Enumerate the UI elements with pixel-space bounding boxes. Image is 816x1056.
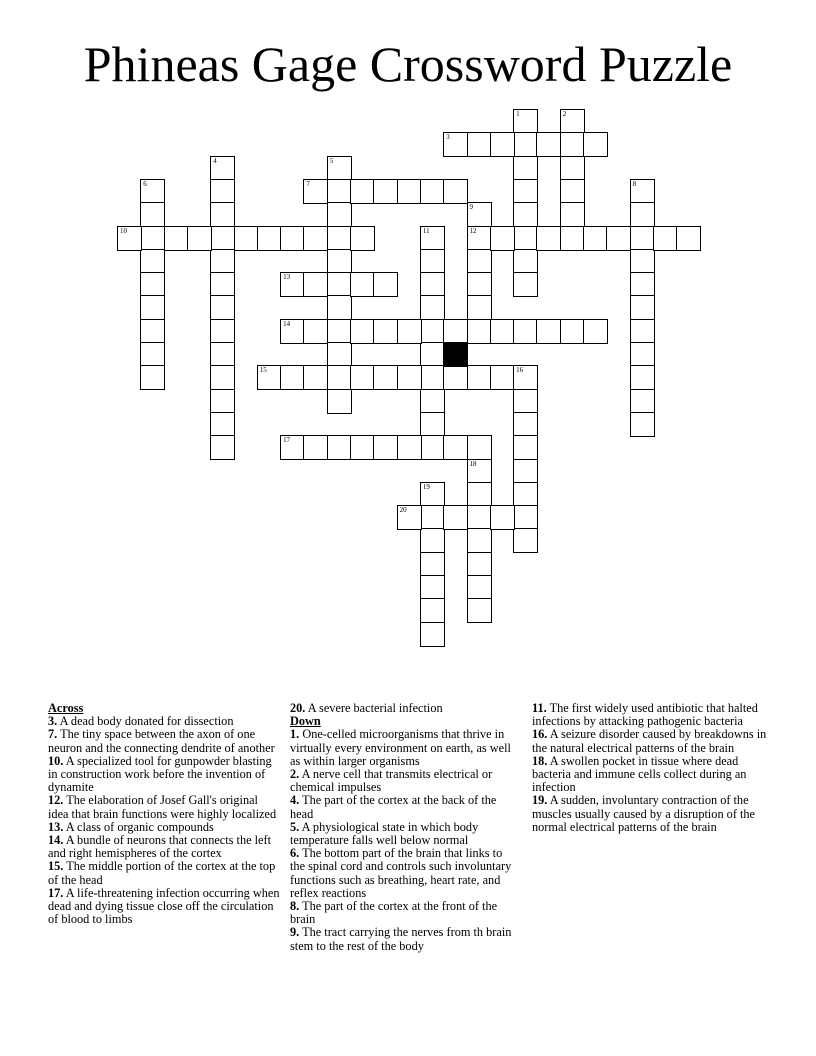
grid-cell[interactable] bbox=[630, 249, 655, 274]
grid-cell[interactable] bbox=[420, 598, 445, 623]
grid-cell[interactable] bbox=[373, 272, 398, 297]
grid-cell[interactable] bbox=[490, 505, 515, 530]
grid-cell[interactable] bbox=[420, 622, 445, 647]
grid-cell[interactable] bbox=[467, 435, 492, 460]
across-clue-13: 13. A class of organic compounds bbox=[48, 819, 214, 834]
grid-cell[interactable] bbox=[467, 295, 492, 320]
grid-cell[interactable] bbox=[350, 179, 375, 204]
grid-cell[interactable] bbox=[630, 202, 655, 227]
grid-cell[interactable] bbox=[140, 319, 165, 344]
grid-cell[interactable] bbox=[210, 319, 235, 344]
down-clue-16: 16. A seizure disorder caused by breakdowns in the natural electrical patterns of the brain bbox=[532, 727, 767, 755]
grid-cell[interactable] bbox=[140, 226, 165, 251]
across-clue-17: 17. A life-threatening infection occurring when dead and dying tissue close off the circulation of blood to limbs bbox=[48, 885, 280, 927]
grid-cell[interactable] bbox=[327, 389, 352, 414]
grid-cell[interactable] bbox=[327, 226, 352, 251]
grid-cell[interactable] bbox=[210, 226, 235, 251]
grid-cell[interactable] bbox=[513, 156, 538, 181]
grid-cell[interactable] bbox=[210, 156, 235, 181]
grid-cell[interactable] bbox=[303, 435, 328, 460]
grid-cell[interactable] bbox=[140, 342, 165, 367]
grid-cell[interactable] bbox=[397, 435, 422, 460]
grid-cell[interactable] bbox=[653, 226, 678, 251]
grid-cell[interactable] bbox=[420, 412, 445, 437]
grid-cell[interactable] bbox=[560, 319, 585, 344]
grid-cell[interactable] bbox=[327, 202, 352, 227]
grid-cell[interactable] bbox=[140, 202, 165, 227]
grid-cell[interactable] bbox=[513, 272, 538, 297]
puzzle-title: Phineas Gage Crossword Puzzle bbox=[83, 36, 733, 92]
grid-cell[interactable] bbox=[560, 226, 585, 251]
grid-cell[interactable] bbox=[630, 319, 655, 344]
down-clue-4: 4. The part of the cortex at the back of the head bbox=[290, 793, 497, 821]
grid-cell[interactable] bbox=[327, 156, 352, 181]
grid-cell[interactable] bbox=[257, 226, 282, 251]
grid-cell[interactable] bbox=[350, 435, 375, 460]
grid-cell[interactable] bbox=[420, 272, 445, 297]
grid-cell[interactable] bbox=[560, 109, 585, 134]
down-clue-11: 11. The first widely used antibiotic that halted infections by attacking pathogenic bacteria bbox=[532, 701, 758, 729]
grid-cell[interactable] bbox=[210, 179, 235, 204]
grid-cell[interactable] bbox=[513, 412, 538, 437]
cell-number: 18 bbox=[469, 459, 477, 468]
cell-number: 14 bbox=[283, 319, 291, 328]
grid-cell[interactable] bbox=[420, 505, 445, 530]
cell-number: 15 bbox=[259, 366, 267, 375]
grid-cell[interactable] bbox=[280, 319, 305, 344]
grid-cell[interactable] bbox=[420, 528, 445, 553]
grid-cell[interactable] bbox=[490, 132, 515, 157]
clue-column-1 bbox=[48, 702, 280, 926]
grid-cell[interactable] bbox=[467, 226, 492, 251]
grid-cell[interactable] bbox=[280, 272, 305, 297]
grid-cell[interactable] bbox=[513, 249, 538, 274]
grid-cell[interactable] bbox=[257, 365, 282, 390]
grid-cell[interactable] bbox=[373, 319, 398, 344]
cell-number: 4 bbox=[213, 156, 217, 165]
grid-cell[interactable] bbox=[373, 435, 398, 460]
grid-cell[interactable] bbox=[210, 272, 235, 297]
down-clue-5: 5. A physiological state in which body temperature falls well below normal bbox=[290, 819, 479, 848]
grid-cell[interactable] bbox=[513, 109, 538, 134]
grid-cell[interactable] bbox=[443, 179, 468, 204]
grid-cell[interactable] bbox=[303, 226, 328, 251]
cell-number: 11 bbox=[422, 226, 430, 235]
grid-cell[interactable] bbox=[280, 226, 305, 251]
grid-cell[interactable] bbox=[583, 226, 608, 251]
grid-cell[interactable] bbox=[606, 226, 631, 251]
grid-cell[interactable] bbox=[676, 226, 701, 251]
grid-cell[interactable] bbox=[467, 505, 492, 530]
grid-cell[interactable] bbox=[443, 132, 468, 157]
grid-cell[interactable] bbox=[373, 179, 398, 204]
grid-cell[interactable] bbox=[140, 179, 165, 204]
across-clue-10: 10. A specialized tool for gunpowder blasting in construction work before the invention of dynamite bbox=[48, 753, 272, 795]
grid-cell[interactable] bbox=[327, 435, 352, 460]
grid-cell[interactable] bbox=[490, 319, 515, 344]
down-clue-8: 8. The part of the cortex at the front of the brain bbox=[290, 899, 498, 927]
grid-cell[interactable] bbox=[513, 505, 538, 530]
grid-cell[interactable] bbox=[513, 132, 538, 157]
grid-cell[interactable] bbox=[420, 249, 445, 274]
down-clue-18: 18. A swollen pocket in tissue where dead bacteria and immune cells collect during an infection bbox=[532, 753, 747, 795]
grid-cell[interactable] bbox=[560, 202, 585, 227]
grid-cell[interactable] bbox=[467, 528, 492, 553]
grid-cell[interactable] bbox=[350, 365, 375, 390]
grid-cell[interactable] bbox=[536, 226, 561, 251]
grid-cell[interactable] bbox=[187, 226, 212, 251]
grid-cell[interactable] bbox=[327, 319, 352, 344]
grid-cell[interactable] bbox=[467, 132, 492, 157]
cell-number: 1 bbox=[516, 110, 520, 118]
grid-cell[interactable] bbox=[630, 342, 655, 367]
grid-cell[interactable] bbox=[467, 459, 492, 484]
grid-cell[interactable] bbox=[350, 319, 375, 344]
grid-cell[interactable] bbox=[490, 365, 515, 390]
grid-cell[interactable] bbox=[280, 435, 305, 460]
grid-cell[interactable] bbox=[397, 319, 422, 344]
cell-number: 17 bbox=[283, 436, 291, 445]
grid-cell[interactable] bbox=[513, 179, 538, 204]
grid-cell[interactable] bbox=[420, 552, 445, 577]
grid-cell[interactable] bbox=[140, 249, 165, 274]
grid-cell[interactable] bbox=[513, 528, 538, 553]
grid-cell[interactable] bbox=[420, 342, 445, 367]
clue-column-3 bbox=[532, 702, 768, 834]
grid-cell[interactable] bbox=[467, 249, 492, 274]
grid-cell[interactable] bbox=[210, 295, 235, 320]
cell-number: 5 bbox=[329, 156, 334, 165]
grid-cell[interactable] bbox=[467, 365, 492, 390]
grid-cell[interactable] bbox=[140, 365, 165, 390]
grid-cell[interactable] bbox=[210, 365, 235, 390]
grid-cell[interactable] bbox=[467, 552, 492, 577]
grid-cell[interactable] bbox=[420, 389, 445, 414]
grid-cell[interactable] bbox=[467, 575, 492, 600]
grid-cell[interactable] bbox=[560, 132, 585, 157]
grid-cell[interactable] bbox=[210, 202, 235, 227]
grid-cell[interactable] bbox=[210, 412, 235, 437]
grid-cell[interactable] bbox=[350, 272, 375, 297]
down-clue-19: 19. A sudden, involuntary contraction of the muscles usually caused by a disruption of the normal electrical patterns of the brain bbox=[532, 793, 756, 834]
grid-cell[interactable] bbox=[630, 272, 655, 297]
grid-cell[interactable] bbox=[630, 295, 655, 320]
grid-cell[interactable] bbox=[420, 435, 445, 460]
grid-cell[interactable] bbox=[420, 295, 445, 320]
grid-cell[interactable] bbox=[140, 295, 165, 320]
grid-cell[interactable] bbox=[443, 505, 468, 530]
down-clue-9: 9. The tract carrying the nerves from th brain stem to the rest of the body bbox=[290, 925, 512, 953]
cell-number: 6 bbox=[143, 179, 147, 188]
grid-cell[interactable] bbox=[513, 459, 538, 484]
cell-number: 2 bbox=[562, 110, 567, 118]
clue-column-2 bbox=[290, 702, 518, 953]
grid-cell[interactable] bbox=[327, 272, 352, 297]
grid-cell[interactable] bbox=[327, 249, 352, 274]
grid-cell[interactable] bbox=[327, 179, 352, 204]
across-clue-14: 14. A bundle of neurons that connects the left and right hemispheres of the cortex bbox=[48, 833, 272, 861]
across-clue-20: 20. A severe bacterial infection bbox=[290, 701, 443, 715]
grid-cell[interactable] bbox=[210, 342, 235, 367]
grid-cell[interactable] bbox=[513, 435, 538, 460]
grid-cell[interactable] bbox=[303, 272, 328, 297]
grid-cell[interactable] bbox=[536, 132, 561, 157]
grid-cell[interactable] bbox=[234, 226, 259, 251]
grid-cell[interactable] bbox=[630, 365, 655, 390]
grid-cell[interactable] bbox=[420, 226, 445, 251]
grid-cell[interactable] bbox=[583, 132, 608, 157]
grid-cell[interactable] bbox=[280, 365, 305, 390]
grid-cell[interactable] bbox=[513, 319, 538, 344]
grid-cell[interactable] bbox=[467, 272, 492, 297]
grid-cell[interactable] bbox=[303, 319, 328, 344]
cell-number: 13 bbox=[283, 273, 291, 282]
grid-cell[interactable] bbox=[630, 179, 655, 204]
cell-number: 19 bbox=[422, 482, 430, 491]
grid-cell[interactable] bbox=[117, 226, 142, 251]
grid-cell[interactable] bbox=[583, 319, 608, 344]
cell-number: 12 bbox=[469, 226, 477, 235]
grid-cell[interactable] bbox=[420, 482, 445, 507]
grid-cell[interactable] bbox=[560, 156, 585, 181]
grid-cell[interactable] bbox=[397, 179, 422, 204]
cell-number: 3 bbox=[446, 133, 450, 142]
grid-cell[interactable] bbox=[327, 342, 352, 367]
grid-cell[interactable] bbox=[420, 179, 445, 204]
grid-cell[interactable] bbox=[140, 272, 165, 297]
grid-cell[interactable] bbox=[373, 365, 398, 390]
grid-cell[interactable] bbox=[350, 226, 375, 251]
cell-number: 20 bbox=[399, 506, 407, 515]
grid-cell[interactable] bbox=[513, 202, 538, 227]
grid-cell[interactable] bbox=[420, 365, 445, 390]
grid-cell[interactable] bbox=[490, 226, 515, 251]
grid-cell[interactable] bbox=[327, 295, 352, 320]
grid-cell[interactable] bbox=[443, 319, 468, 344]
grid-cell[interactable] bbox=[630, 412, 655, 437]
grid-cell[interactable] bbox=[210, 435, 235, 460]
down-clue-2: 2. A nerve cell that transmits electrical or chemical impulses bbox=[290, 767, 493, 795]
grid-cell[interactable] bbox=[164, 226, 189, 251]
grid-cell[interactable] bbox=[513, 226, 538, 251]
grid-cell[interactable] bbox=[420, 319, 445, 344]
cell-number: 8 bbox=[632, 179, 637, 188]
across-clue-15: 15. The middle portion of the cortex at the top of the head bbox=[48, 859, 276, 887]
grid-cell[interactable] bbox=[327, 365, 352, 390]
grid-cell[interactable] bbox=[210, 389, 235, 414]
across-heading: Across bbox=[48, 701, 84, 715]
grid-cell[interactable] bbox=[467, 202, 492, 227]
block-cell bbox=[443, 342, 468, 367]
down-heading: Down bbox=[290, 714, 321, 729]
grid-cell[interactable] bbox=[210, 249, 235, 274]
grid-cell[interactable] bbox=[420, 575, 445, 600]
cell-number: 10 bbox=[120, 226, 127, 235]
grid-cell[interactable] bbox=[303, 179, 328, 204]
grid-cell[interactable] bbox=[303, 365, 328, 390]
across-clue-12: 12. The elaboration of Josef Gall's original idea that brain functions were highly localized bbox=[48, 793, 277, 821]
grid-cell[interactable] bbox=[513, 389, 538, 414]
cell-number: 9 bbox=[469, 203, 473, 212]
grid-cell[interactable] bbox=[513, 482, 538, 507]
across-clue-7: 7. The tiny space between the axon of one neuron and the connecting dendrite of another bbox=[48, 727, 275, 755]
cell-number: 7 bbox=[306, 179, 310, 188]
grid-cell[interactable] bbox=[536, 319, 561, 344]
grid-cell[interactable] bbox=[630, 226, 655, 251]
grid-cell[interactable] bbox=[630, 389, 655, 414]
grid-cell[interactable] bbox=[467, 598, 492, 623]
grid-cell[interactable] bbox=[513, 365, 538, 390]
down-clue-1: 1. One-celled microorganisms that thrive in virtually every environment on earth, as well as within larger organisms bbox=[290, 727, 511, 768]
grid-cell[interactable] bbox=[443, 365, 468, 390]
grid-cell[interactable] bbox=[560, 179, 585, 204]
grid-cell[interactable] bbox=[443, 435, 468, 460]
across-clue-3: 3. A dead body donated for dissection bbox=[48, 714, 234, 729]
grid-cell[interactable] bbox=[397, 365, 422, 390]
grid-cell[interactable] bbox=[467, 482, 492, 507]
grid-cell[interactable] bbox=[397, 505, 422, 530]
cell-number: 16 bbox=[516, 366, 524, 375]
grid-cell[interactable] bbox=[467, 319, 492, 344]
down-clue-6: 6. The bottom part of the brain that links to the spinal cord and controls such involuntary functions such as breathing, heart rate, and reflex reactions bbox=[290, 846, 512, 900]
